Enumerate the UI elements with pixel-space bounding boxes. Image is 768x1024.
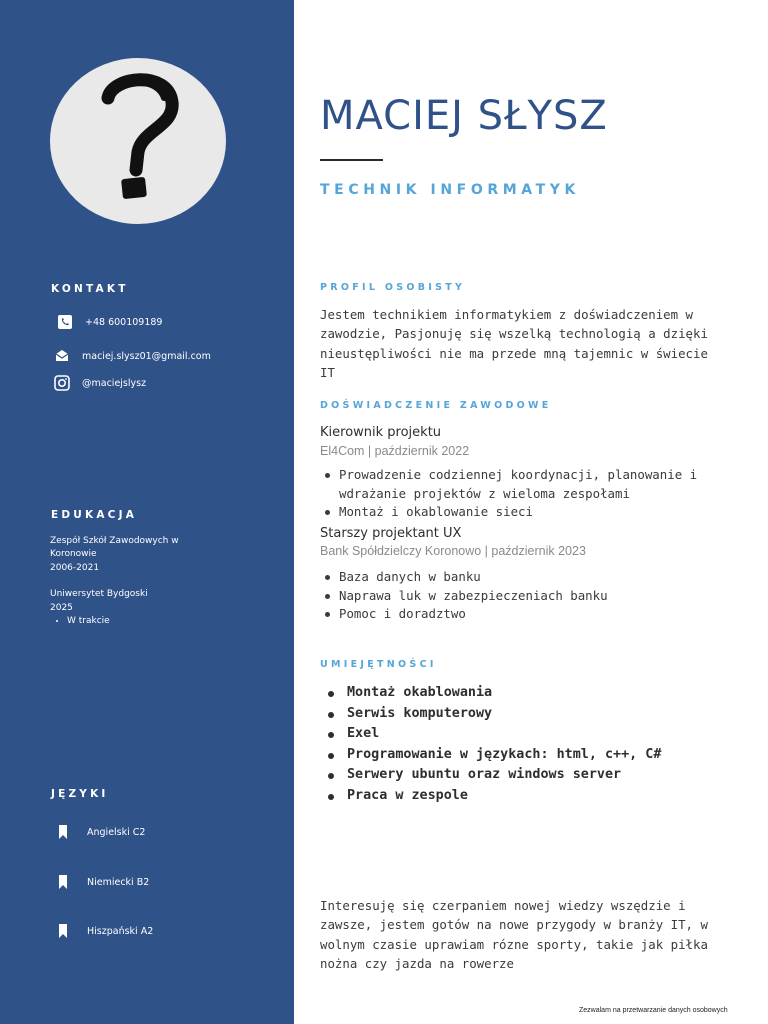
job-role: Kierownik projektu bbox=[320, 425, 442, 440]
bookmark-icon bbox=[58, 924, 68, 938]
contact-phone-text: +48 600109189 bbox=[85, 316, 163, 328]
education-school1-years: 2006-2021 bbox=[50, 562, 100, 573]
person-name: MACIEJ SŁYSZ bbox=[320, 93, 608, 139]
job-duties bbox=[320, 568, 720, 624]
profile-line: IT bbox=[320, 365, 335, 381]
language-label: Angielski C2 bbox=[87, 826, 146, 838]
job-duty: Prowadzenie codziennej koordynacji, planowanie i wdrażanie projektów z wieloma zespołami bbox=[320, 466, 720, 503]
contact-instagram[interactable] bbox=[54, 375, 146, 391]
contact-email[interactable] bbox=[54, 348, 211, 364]
profile-line: Jestem technikiem informatykiem z doświadczeniem w bbox=[320, 307, 693, 322]
skill-item: Praca w zespole bbox=[328, 786, 728, 807]
job-title: TECHNIK INFORMATYK bbox=[320, 182, 580, 198]
profile-heading: PROFIL OSOBISTY bbox=[320, 282, 466, 293]
language-item bbox=[58, 924, 153, 938]
education-school1-line2: Koronowie bbox=[50, 549, 97, 560]
language-label: Niemiecki B2 bbox=[87, 876, 150, 888]
instagram-icon bbox=[54, 375, 70, 391]
interests-text bbox=[320, 896, 720, 974]
bookmark-icon bbox=[58, 825, 68, 839]
job-duties bbox=[320, 466, 720, 522]
language-item bbox=[58, 825, 145, 839]
phone-icon bbox=[57, 314, 73, 330]
interests-line: nożna czy jazda na rowerze bbox=[320, 956, 514, 972]
skill-item: Programowanie w językach: html, c++, C# bbox=[328, 745, 728, 766]
languages-heading: JĘZYKI bbox=[51, 788, 109, 800]
bookmark-icon bbox=[58, 875, 68, 889]
skill-item: Serwis komputerowy bbox=[328, 704, 728, 725]
education-school1-line1: Zespół Szkół Zawodowych w bbox=[50, 536, 179, 546]
skill-item: Serwery ubuntu oraz windows server bbox=[328, 765, 728, 786]
education-heading: EDUKACJA bbox=[51, 509, 138, 521]
education-list bbox=[50, 535, 179, 628]
profile-text bbox=[320, 305, 720, 383]
profile-line: zawodzie, Pasjonuję się wszelką technologią a dzięki bbox=[320, 326, 708, 342]
job-duty: Montaż i okablowanie sieci bbox=[320, 503, 720, 522]
skill-item: Montaż okablowania bbox=[328, 683, 728, 704]
job-duty: Naprawa luk w zabezpieczeniach banku bbox=[320, 587, 720, 606]
contact-phone[interactable] bbox=[57, 314, 162, 330]
job-duty: Pomoc i doradztwo bbox=[320, 605, 720, 624]
education-school2-name: Uniwersytet Bydgoski bbox=[50, 589, 148, 600]
job-meta: Bank Spółdzielczy Koronowo | październik 2023 bbox=[320, 544, 586, 558]
language-label: Hiszpański A2 bbox=[87, 925, 154, 937]
contact-email-text: maciej.slysz01@gmail.com bbox=[82, 350, 211, 362]
contact-heading: KONTAKT bbox=[51, 283, 129, 295]
interests-line: wolnym czasie uprawiam rózne sporty, takie jak piłka bbox=[320, 936, 708, 952]
interests-line: zawsze, jestem gotów na nowe przygody w branży IT, w bbox=[320, 917, 708, 933]
profile-photo bbox=[50, 58, 226, 224]
skills-list bbox=[328, 683, 728, 807]
education-school2-status: • W trakcie bbox=[67, 615, 179, 628]
experience-heading: DOŚWIADCZENIE ZAWODOWE bbox=[320, 400, 552, 411]
name-divider bbox=[320, 159, 383, 161]
language-item bbox=[58, 875, 149, 889]
contact-instagram-text: @maciejslysz bbox=[82, 377, 147, 389]
data-consent-note: Zezwalam na przetwarzanie danych osobowych bbox=[579, 1007, 728, 1014]
job-duty: Baza danych w banku bbox=[320, 568, 720, 587]
skills-heading: UMIEJĘTNOŚCI bbox=[320, 659, 437, 670]
job-role: Starszy projektant UX bbox=[320, 526, 462, 541]
profile-line: nieustępliwości nie ma przede mną tajemnic w świecie bbox=[320, 345, 708, 361]
sidebar bbox=[0, 0, 294, 1024]
email-icon bbox=[54, 348, 70, 364]
question-mark-icon bbox=[50, 58, 226, 224]
interests-line: Interesuję się czerpaniem nowej wiedzy wszędzie i bbox=[320, 898, 686, 913]
education-school2-year: 2025 bbox=[50, 602, 73, 613]
skill-item: Exel bbox=[328, 724, 728, 745]
job-meta: El4Com | październik 2022 bbox=[320, 444, 470, 458]
